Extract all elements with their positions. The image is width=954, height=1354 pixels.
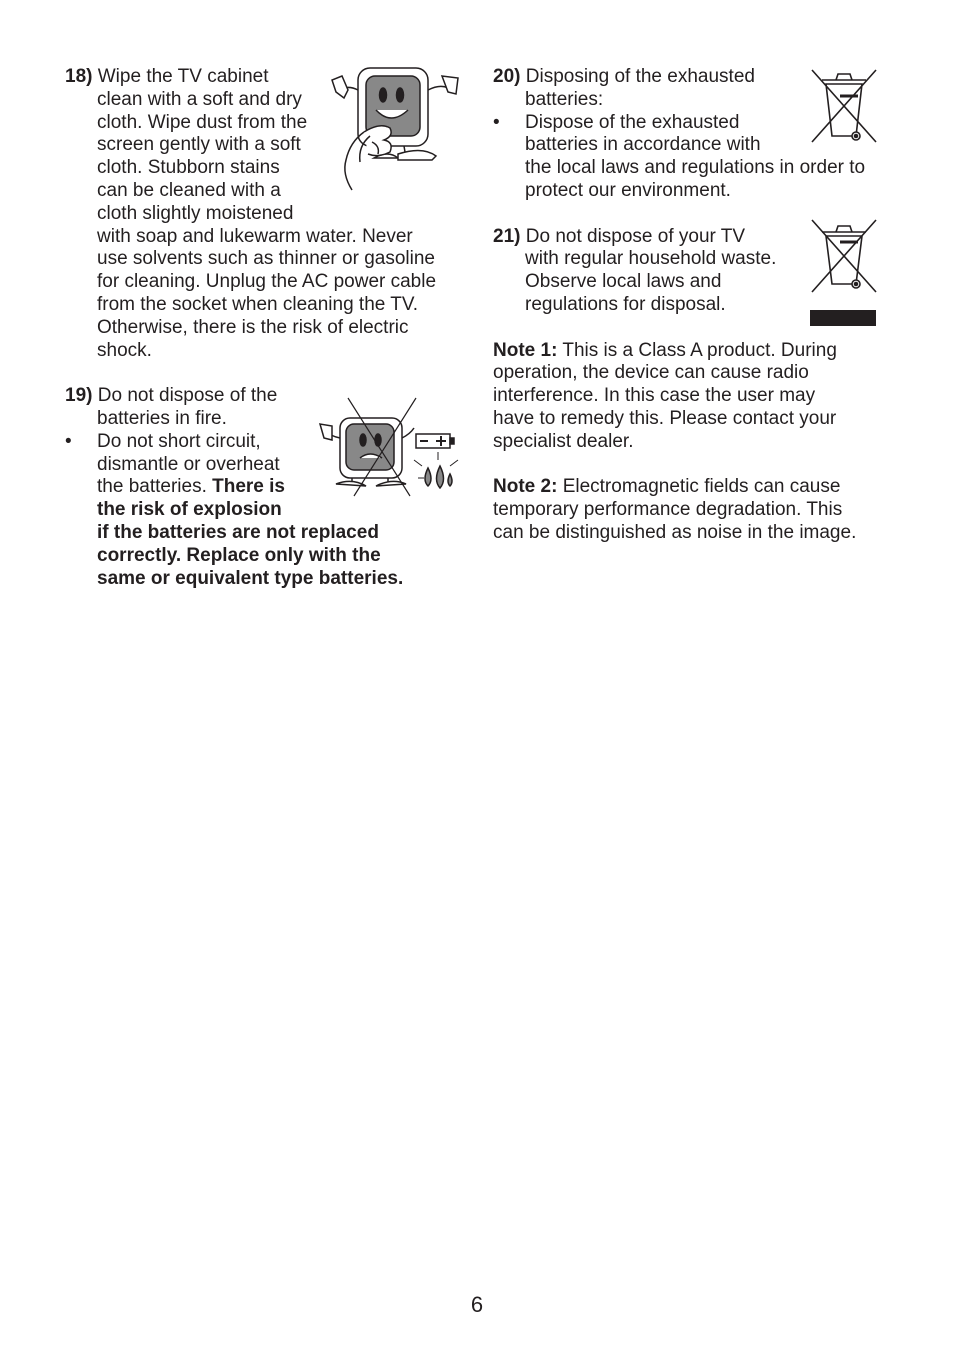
- item-19-warning: same or equivalent type batteries.: [97, 567, 404, 589]
- item-18-line: shock.: [97, 339, 152, 361]
- item-20-line: Dispose of the exhausted: [525, 111, 740, 133]
- item-20-line: batteries in accordance with: [525, 134, 761, 156]
- note-1-line: operation, the device can cause radio: [493, 362, 809, 384]
- item-21-line: Observe local laws and: [525, 271, 722, 293]
- note-2-label: Note 2:: [493, 476, 558, 498]
- item-19-line: dismantle or overheat: [97, 453, 280, 475]
- item-18-line: screen gently with a soft: [97, 134, 301, 156]
- item-21-line: regulations for disposal.: [525, 293, 726, 315]
- item-18-number: 18): [65, 66, 93, 87]
- item-21-number: 21): [493, 225, 521, 247]
- tv-battery-warning-icon: [318, 394, 462, 506]
- item-19-line: batteries in fire.: [97, 407, 227, 429]
- item-20-line: Disposing of the exhausted: [525, 66, 755, 87]
- item-19-line: Do not dispose of the: [97, 385, 278, 407]
- item-19-warning: There is: [212, 476, 285, 498]
- item-19-warning: the risk of explosion: [97, 499, 282, 521]
- item-19-warning: if the batteries are not replaced: [97, 521, 379, 543]
- item-19-warning: correctly. Replace only with the: [97, 544, 381, 566]
- note-1-line: This is a Class A product. During: [562, 339, 837, 361]
- item-18-line: from the socket when cleaning the TV.: [97, 293, 419, 315]
- item-18-line: with soap and lukewarm water. Never: [97, 225, 413, 247]
- note-1-line: specialist dealer.: [493, 430, 634, 452]
- item-21-line: with regular household waste.: [525, 248, 777, 270]
- item-18-line: for cleaning. Unplug the AC power cable: [97, 271, 437, 293]
- item-18-line: can be cleaned with a: [97, 179, 281, 201]
- note-2: [493, 476, 888, 544]
- item-20-line: protect our environment.: [525, 179, 731, 201]
- tv-cleaning-icon: [328, 62, 460, 192]
- note-1-line: interference. In this case the user may: [493, 385, 816, 407]
- crossed-bin-icon: [806, 66, 882, 146]
- item-20-line: the local laws and regulations in order to: [525, 157, 866, 179]
- page-number: 6: [470, 1292, 484, 1317]
- note-1-label: Note 1:: [493, 339, 558, 361]
- note-2-line: can be distinguished as noise in the image.: [493, 521, 857, 543]
- item-19-line: the batteries.: [97, 476, 207, 498]
- item-19-line: Do not short circuit,: [97, 430, 261, 452]
- item-18-line: Otherwise, there is the risk of electric: [97, 316, 409, 338]
- item-18-line: cloth slightly moistened: [97, 202, 294, 224]
- note-1: [493, 340, 888, 454]
- item-18-line: cloth. Wipe dust from the: [97, 111, 308, 133]
- item-18-line: use solvents such as thinner or gasoline: [97, 248, 435, 270]
- bullet-dot: •: [493, 111, 500, 133]
- note-1-line: have to remedy this. Please contact your: [493, 407, 837, 429]
- note-2-line: temporary performance degradation. This: [493, 499, 843, 521]
- item-19-number: 19): [65, 385, 93, 407]
- item-20-line: batteries:: [525, 88, 604, 110]
- crossed-bin-bar-icon: [806, 218, 882, 328]
- item-18-line: clean with a soft and dry: [97, 88, 302, 110]
- bullet-dot: •: [65, 430, 72, 452]
- item-18-line: Wipe the TV cabinet: [97, 66, 269, 87]
- item-20-number: 20): [493, 66, 521, 87]
- item-18-line: cloth. Stubborn stains: [97, 157, 280, 179]
- item-21-line: Do not dispose of your TV: [525, 225, 746, 247]
- note-2-line: Electromagnetic fields can cause: [562, 476, 841, 498]
